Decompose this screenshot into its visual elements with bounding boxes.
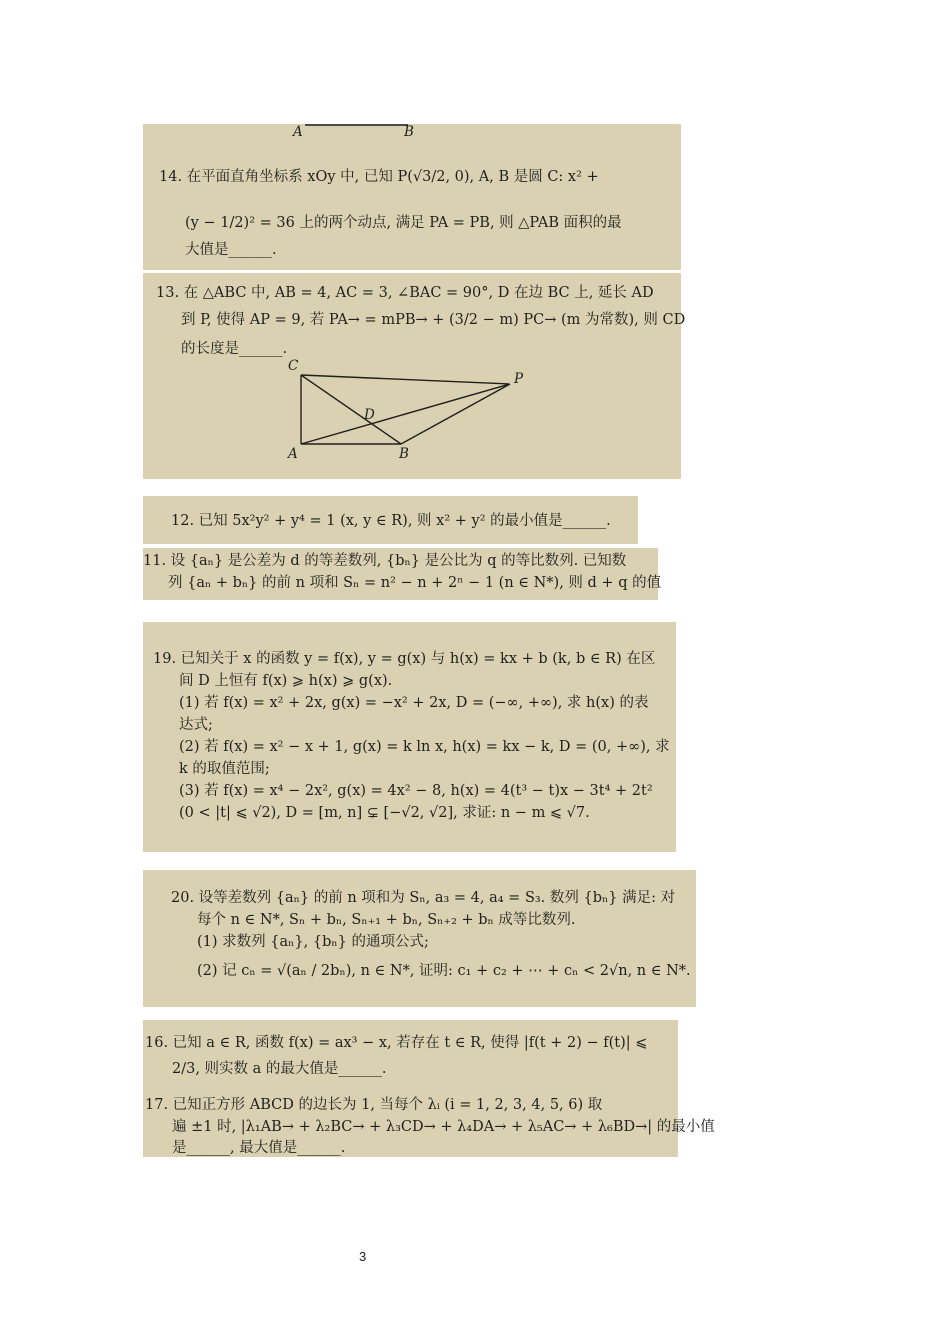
problem-11-card <box>143 548 662 600</box>
problem-17-line-2: 遍 ±1 时, |λ₁AB→ + λ₂BC→ + λ₃CD→ + λ₄DA→ + λ₅AC→ + λ₆BD→| 的最小值 <box>172 1119 715 1135</box>
problem-13-card <box>143 273 686 479</box>
problem-12-card <box>143 496 638 544</box>
figure-label-d: D <box>364 407 375 423</box>
problem-14-line-3: 大值是______. <box>185 242 277 258</box>
problem-19-line-4: 达式; <box>179 717 213 733</box>
problem-14-line-2: (y − 1/2)² = 36 上的两个动点, 满足 PA = PB, 则 △PAB 面积的最 <box>185 215 622 231</box>
figure-label-a-top: A <box>293 124 303 140</box>
problem-17-line-1: 17. 已知正方形 ABCD 的边长为 1, 当每个 λᵢ (i = 1, 2, 3, 4, 5, 6) 取 <box>145 1097 603 1113</box>
problem-17-line-3: 是______, 最大值是______. <box>172 1140 346 1156</box>
problem-14-card <box>143 124 681 270</box>
problem-20-line-4: (2) 记 cₙ = √(aₙ / 2bₙ), n ∈ N*, 证明: c₁ + c₂ + ⋯ + cₙ < 2√n, n ∈ N*. <box>197 963 691 979</box>
problem-19-line-7: (3) 若 f(x) = x⁴ − 2x², g(x) = 4x² − 8, h(x) = 4(t³ − t)x − 3t⁴ + 2t² <box>179 783 653 799</box>
problem-16-17-card <box>143 1020 715 1157</box>
problem-19-line-5: (2) 若 f(x) = x² − x + 1, g(x) = k ln x, h(x) = kx − k, D = (0, +∞), 求 <box>179 739 670 755</box>
problem-19-card <box>143 622 676 852</box>
problem-11-line-2: 列 {aₙ + bₙ} 的前 n 项和 Sₙ = n² − n + 2ⁿ − 1 (n ∈ N*), 则 d + q 的值 <box>168 575 662 591</box>
problem-13-line-3: 的长度是______. <box>181 341 288 357</box>
problem-20-line-1: 20. 设等差数列 {aₙ} 的前 n 项和为 Sₙ, a₃ = 4, a₄ = S₃. 数列 {bₙ} 满足: 对 <box>171 890 676 906</box>
problem-20-line-3: (1) 求数列 {aₙ}, {bₙ} 的通项公式; <box>197 934 429 950</box>
figure-label-b: B <box>399 446 409 462</box>
problem-19-line-8: (0 < |t| ⩽ √2), D = [m, n] ⊊ [−√2, √2], 求证: n − m ⩽ √7. <box>179 805 590 821</box>
figure-label-p: P <box>514 371 524 387</box>
problem-20-line-2: 每个 n ∈ N*, Sₙ + bₙ, Sₙ₊₁ + bₙ, Sₙ₊₂ + bₙ 成等比数列. <box>197 912 576 928</box>
problem-14-line-1: 14. 在平面直角坐标系 xOy 中, 已知 P(√3/2, 0), A, B 是圆 C: x² + <box>159 169 599 185</box>
problem-12-line-1: 12. 已知 5x²y² + y⁴ = 1 (x, y ∈ R), 则 x² + y² 的最小值是______. <box>171 513 611 529</box>
figure-label-a: A <box>288 446 298 462</box>
problem-13-line-1: 13. 在 △ABC 中, AB = 4, AC = 3, ∠BAC = 90°, D 在边 BC 上, 延长 AD <box>156 285 654 301</box>
problem-16-line-2: 2/3, 则实数 a 的最大值是______. <box>172 1061 387 1077</box>
problem-19-line-2: 间 D 上恒有 f(x) ⩾ h(x) ⩾ g(x). <box>179 673 393 689</box>
problem-19-line-3: (1) 若 f(x) = x² + 2x, g(x) = −x² + 2x, D = (−∞, +∞), 求 h(x) 的表 <box>179 695 649 711</box>
page-number: 3 <box>359 1249 367 1264</box>
figure-label-c: C <box>288 358 299 374</box>
problem-11-line-1: 11. 设 {aₙ} 是公差为 d 的等差数列, {bₙ} 是公比为 q 的等比数列. 已知数 <box>143 553 627 569</box>
problem-19-line-6: k 的取值范围; <box>179 761 270 777</box>
figure-label-b-top: B <box>404 124 414 140</box>
triangle-figure <box>143 273 681 479</box>
problem-16-line-1: 16. 已知 a ∈ R, 函数 f(x) = ax³ − x, 若存在 t ∈ R, 使得 |f(t + 2) − f(t)| ⩽ <box>145 1035 648 1051</box>
problem-13-line-2: 到 P, 使得 AP = 9, 若 PA→ = mPB→ + (3/2 − m) PC→ (m 为常数), 则 CD <box>181 312 686 328</box>
problem-19-line-1: 19. 已知关于 x 的函数 y = f(x), y = g(x) 与 h(x) = kx + b (k, b ∈ R) 在区 <box>153 651 656 667</box>
problem-20-card <box>143 870 696 1007</box>
